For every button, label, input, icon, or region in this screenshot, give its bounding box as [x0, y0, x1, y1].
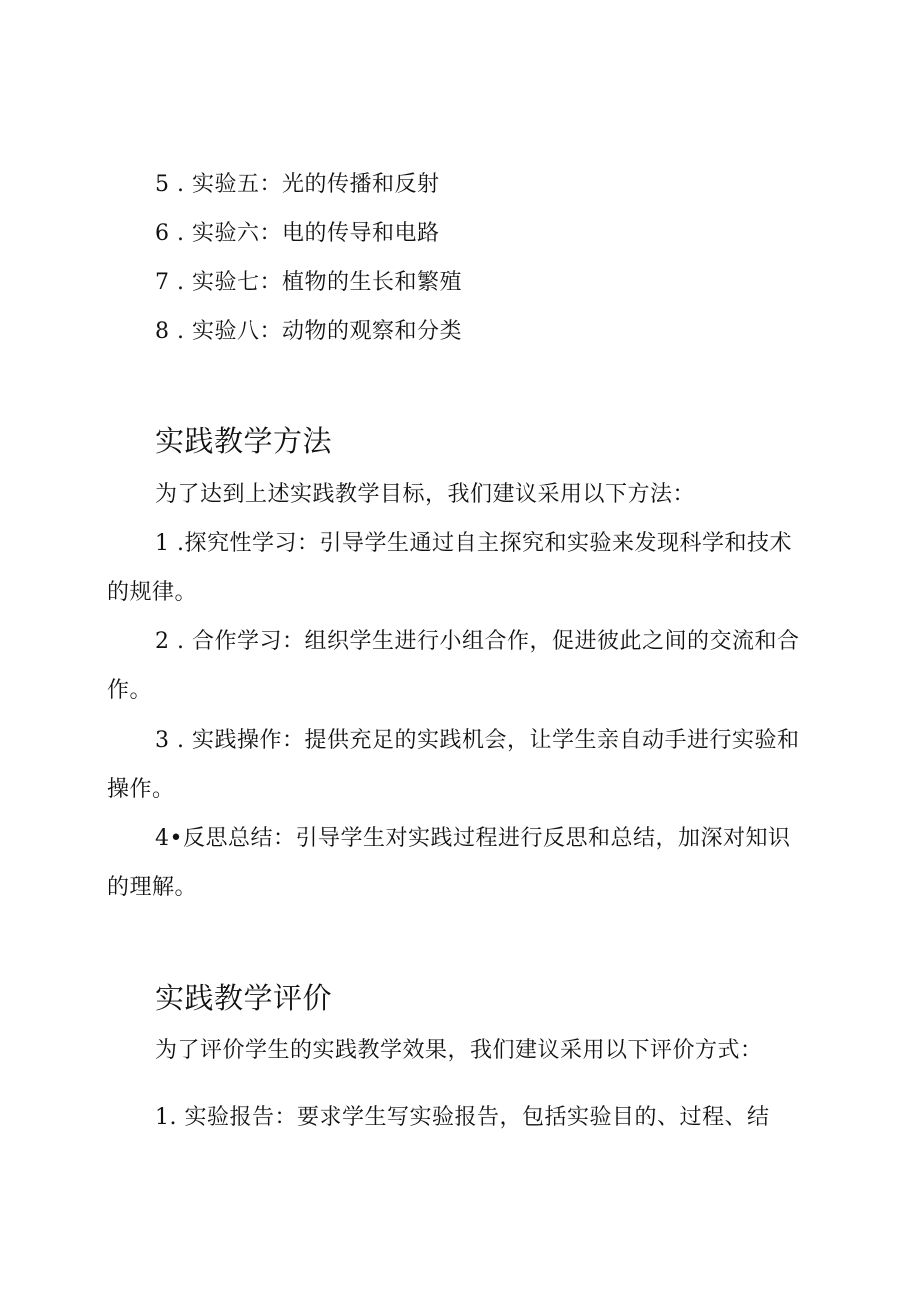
methods-intro: 为了达到上述实践教学目标，我们建议采用以下方法： [155, 482, 696, 507]
method-item-1-line1: 1 .探究性学习：引导学生通过自主探究和实验来发现科学和技术 [155, 531, 792, 556]
experiment-item-7: 7 . 实验七：植物的生长和繁殖 [155, 270, 462, 295]
method-item-2-line2: 作。 [107, 678, 153, 703]
experiment-item-8: 8 . 实验八：动物的观察和分类 [155, 319, 462, 344]
evaluation-heading: 实践教学评价 [155, 981, 333, 1015]
evaluation-intro: 为了评价学生的实践教学效果，我们建议采用以下评价方式： [155, 1038, 763, 1063]
evaluation-item-1: 1. 实验报告：要求学生写实验报告，包括实验目的、过程、结 [155, 1105, 770, 1130]
method-item-4-line2: 的理解。 [107, 875, 198, 900]
experiment-item-6: 6 . 实验六：电的传导和电路 [155, 221, 440, 246]
method-item-2-line1: 2 . 合作学习：组织学生进行小组合作，促进彼此之间的交流和合 [155, 629, 800, 654]
method-item-1-line2: 的规律。 [107, 580, 198, 605]
method-item-3-line2: 操作。 [107, 777, 175, 802]
experiment-item-5: 5 . 实验五：光的传播和反射 [155, 172, 440, 197]
method-item-4-line1: 4•反思总结：引导学生对实践过程进行反思和总结，加深对知识 [155, 826, 791, 851]
methods-heading: 实践教学方法 [155, 424, 333, 458]
method-item-3-line1: 3 . 实践操作：提供充足的实践机会，让学生亲自动手进行实验和 [155, 728, 800, 753]
